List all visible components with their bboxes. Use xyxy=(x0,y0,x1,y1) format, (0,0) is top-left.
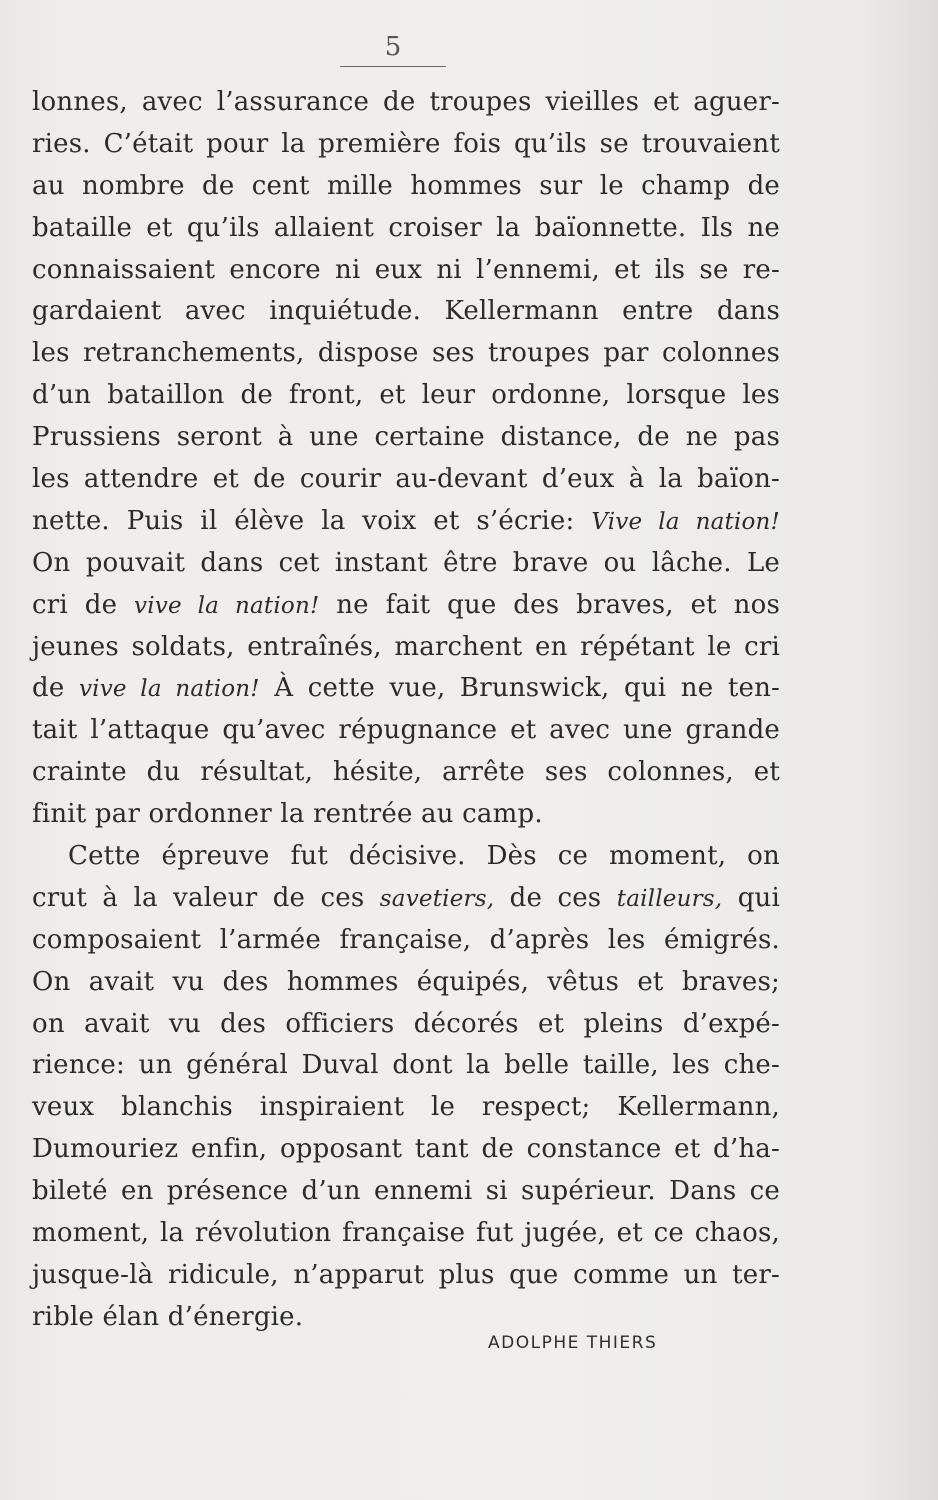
text-line: composaient l’armée française, d’après les émigrés. xyxy=(32,924,780,955)
text-segment: de ces xyxy=(509,882,602,913)
page-number: 5 xyxy=(384,32,402,62)
italic-exclamation: Vive la nation! xyxy=(591,508,780,535)
text-line: au nombre de cent mille hommes sur le champ de xyxy=(32,170,780,201)
text-line: bataille et qu’ils allaient croiser la baïonnette. Ils ne xyxy=(32,212,780,243)
italic-exclamation: vive la nation! xyxy=(134,592,320,619)
text-line: on avait vu des officiers décorés et pleins d’expé- xyxy=(32,1008,780,1039)
paragraph-1 xyxy=(32,82,780,836)
text-line: rible élan d’énergie. xyxy=(32,1301,304,1332)
text-line: Cette épreuve fut décisive. Dès ce moment, on xyxy=(68,841,780,872)
text-line: gardaient avec inquiétude. Kellermann entre dans xyxy=(32,296,780,327)
text-line: jusque-là ridicule, n’apparut plus que comme un ter- xyxy=(32,1259,780,1290)
text-line xyxy=(32,501,780,543)
text-line: connaissaient encore ni eux ni l’ennemi, et ils se re- xyxy=(32,254,780,285)
text-segment: nette. Puis il élève la voix et s’écrie: xyxy=(32,505,575,536)
text-line: crainte du résultat, hésite, arrête ses colonnes, et xyxy=(32,757,780,788)
text-line: d’un bataillon de front, et leur ordonne, lorsque les xyxy=(32,380,780,411)
text-segment: qui xyxy=(737,882,781,913)
body-text xyxy=(32,82,780,1339)
text-line: ries. C’était pour la première fois qu’ils se trouvaient xyxy=(32,128,780,159)
text-line: bileté en présence d’un ennemi si supérieur. Dans ce xyxy=(32,1176,780,1207)
text-segment: crut à la valeur de ces xyxy=(32,882,365,913)
text-line: les retranchements, dispose ses troupes par colonnes xyxy=(32,338,780,369)
text-segment: de xyxy=(32,673,65,704)
text-line: finit par ordonner la rentrée au camp. xyxy=(32,799,543,830)
text-line: les attendre et de courir au-devant d’eux à la baïon- xyxy=(32,464,780,495)
text-line: Dumouriez enfin, opposant tant de constance et d’ha- xyxy=(32,1134,780,1165)
text-line: On pouvait dans cet instant être brave ou lâche. Le xyxy=(32,547,780,578)
italic-word: savetiers, xyxy=(379,885,495,912)
author-signature: ADOLPHE THIERS xyxy=(488,1333,658,1353)
text-line: moment, la révolution française fut jugée, et ce chaos, xyxy=(32,1218,780,1249)
italic-word: tailleurs, xyxy=(616,885,723,912)
text-segment: ne fait que des braves, et nos xyxy=(336,589,780,620)
italic-exclamation: vive la nation! xyxy=(78,676,260,703)
page-number-rule xyxy=(340,66,446,67)
text-line: rience: un général Duval dont la belle taille, les che- xyxy=(32,1050,780,1081)
text-line: On avait vu des hommes équipés, vêtus et braves; xyxy=(32,966,780,997)
text-line xyxy=(32,668,780,710)
text-line: Prussiens seront à une certaine distance, de ne pas xyxy=(32,422,780,453)
text-line xyxy=(32,878,780,920)
text-line xyxy=(32,585,780,627)
text-line: veux blanchis inspiraient le respect; Kellermann, xyxy=(32,1092,780,1123)
paragraph-2 xyxy=(32,836,780,1339)
text-line: jeunes soldats, entraînés, marchent en répétant le cri xyxy=(32,631,780,662)
text-segment: À cette vue, Brunswick, qui ne ten- xyxy=(274,673,781,704)
text-segment: cri de xyxy=(32,589,118,620)
text-line: lonnes, avec l’assurance de troupes vieilles et aguer- xyxy=(32,87,780,117)
text-line: tait l’attaque qu’avec répugnance et avec une grande xyxy=(32,715,780,746)
